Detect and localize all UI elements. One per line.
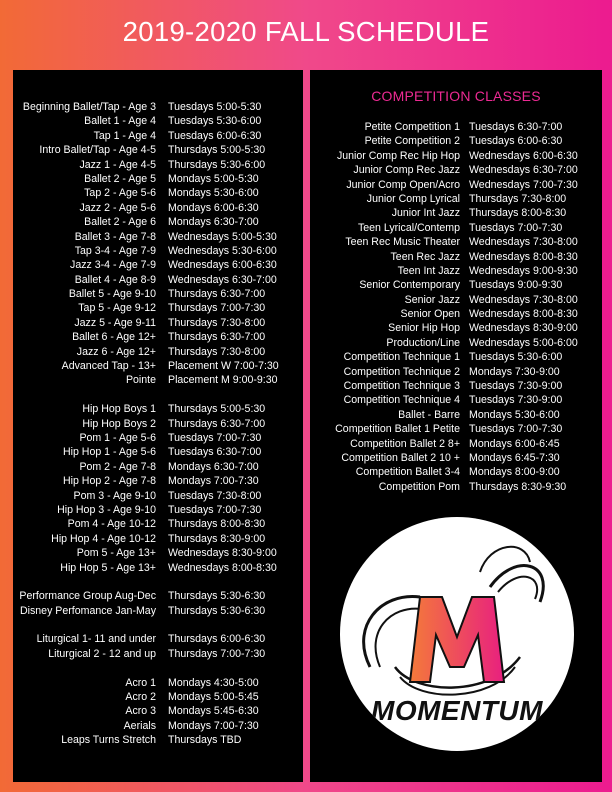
- momentum-logo: [340, 517, 574, 751]
- class-name: Hip Hop 1 - Age 5-6: [62, 446, 156, 459]
- class-name: Jazz 6 - Age 12+: [76, 345, 156, 358]
- schedule-row: [13, 474, 303, 488]
- class-name: Competition Ballet 2 8+: [350, 437, 460, 450]
- class-name: Junior Comp Rec Hip Hop: [336, 149, 460, 162]
- schedule-row: [310, 465, 602, 479]
- class-name: Acro 2: [125, 691, 156, 704]
- schedule-row: [13, 273, 303, 287]
- class-time: Tuesdays 7:30-8:00: [168, 489, 262, 502]
- class-name: Ballet 2 - Age 6: [84, 216, 156, 229]
- schedule-row: [13, 301, 303, 315]
- class-time: Thursdays 5:30-6:30: [168, 590, 266, 603]
- class-time: [168, 661, 303, 675]
- class-time: Thursdays 5:30-6:00: [168, 158, 266, 171]
- schedule-row: [310, 178, 602, 192]
- class-name: Advanced Tap - 13+: [61, 360, 156, 373]
- schedule-row: [310, 134, 602, 148]
- schedule-row: [310, 293, 602, 307]
- schedule-row: [13, 402, 303, 416]
- class-time: Tuesdays 6:30-7:00: [168, 446, 262, 459]
- class-name: [13, 618, 168, 632]
- class-time: Thursdays 6:30-7:00: [168, 288, 266, 301]
- class-time: Thursdays 5:00-5:30: [168, 403, 266, 416]
- class-name: Liturgical 2 - 12 and up: [48, 647, 156, 660]
- schedule-row: [13, 373, 303, 387]
- class-name: Pointe: [125, 374, 156, 387]
- schedule-row: [13, 431, 303, 445]
- class-time: Thursdays 7:30-8:00: [168, 345, 266, 358]
- class-name: Pom 1 - Age 5-6: [79, 431, 156, 444]
- class-time: Wednesdays 6:00-6:30: [469, 149, 578, 162]
- class-time: Mondays 7:30-9:00: [469, 365, 560, 378]
- schedule-row: [13, 345, 303, 359]
- schedule-row: [13, 460, 303, 474]
- class-time: Tuesdays 6:00-6:30: [168, 129, 262, 142]
- class-name: Junior Int Jazz: [391, 207, 460, 220]
- class-name: Leaps Turns Stretch: [61, 734, 156, 747]
- schedule-row: [13, 287, 303, 301]
- class-name: Ballet 5 - Age 9-10: [68, 288, 156, 301]
- class-name: Petite Competition 1: [364, 121, 460, 133]
- class-time: Thursdays 8:00-8:30: [168, 518, 266, 531]
- competition-schedule-list: [310, 120, 602, 494]
- schedule-row: [310, 422, 602, 436]
- schedule-row: [310, 336, 602, 350]
- class-time: Thursdays 7:30-8:00: [469, 192, 567, 205]
- class-time: Tuesdays 5:00-5:30: [168, 101, 262, 113]
- class-time: Thursdays TBD: [168, 734, 242, 747]
- class-time: Thursdays 8:30-9:30: [469, 480, 567, 493]
- class-time: [168, 388, 303, 402]
- schedule-row: [310, 408, 602, 422]
- class-time: Placement W 7:00-7:30: [168, 360, 279, 373]
- class-name: Teen Rec Music Theater: [345, 236, 460, 249]
- class-time: Mondays 5:45-6:30: [168, 705, 259, 718]
- class-time: Wednesdays 8:00-8:30: [469, 250, 578, 263]
- schedule-row: [13, 719, 303, 733]
- class-name: [13, 661, 168, 675]
- class-time: Wednesdays 8:30-9:00: [168, 547, 277, 560]
- schedule-row: [310, 235, 602, 249]
- schedule-row: [13, 445, 303, 459]
- class-name: Jazz 5 - Age 9-11: [74, 316, 156, 329]
- class-name: Aerials: [123, 719, 156, 732]
- schedule-row: [13, 230, 303, 244]
- class-name: Jazz 3-4 - Age 7-9: [70, 259, 156, 272]
- class-time: Mondays 6:30-7:00: [168, 216, 259, 229]
- schedule-row: [310, 192, 602, 206]
- schedule-row: [310, 206, 602, 220]
- schedule-row: [13, 561, 303, 575]
- schedule-row: [13, 517, 303, 531]
- schedule-row: [13, 143, 303, 157]
- class-time: Wednesdays 6:30-7:00: [168, 273, 277, 286]
- class-name: Beginning Ballet/Tap - Age 3: [22, 101, 156, 113]
- class-name: Intro Ballet/Tap - Age 4-5: [39, 144, 156, 157]
- schedule-row: [13, 733, 303, 747]
- class-time: Tuesdays 6:30-7:00: [469, 121, 563, 133]
- schedule-row: [13, 244, 303, 258]
- schedule-row: [13, 618, 303, 632]
- class-name: Competition Technique 4: [343, 394, 460, 407]
- class-name: Ballet 3 - Age 7-8: [74, 230, 156, 243]
- class-name: Jazz 1 - Age 4-5: [79, 158, 156, 171]
- schedule-row: [13, 503, 303, 517]
- class-name: Performance Group Aug-Dec: [19, 590, 156, 603]
- class-name: Hip Hop Boys 1: [82, 403, 156, 416]
- schedule-row: [13, 676, 303, 690]
- class-name: Ballet - Barre: [398, 408, 460, 421]
- schedule-row: [13, 546, 303, 560]
- class-time: Thursdays 5:30-6:30: [168, 604, 266, 617]
- schedule-row: [13, 647, 303, 661]
- schedule-row: [13, 158, 303, 172]
- schedule-row: [13, 417, 303, 431]
- class-time: Thursdays 5:00-5:30: [168, 144, 266, 157]
- class-name: Competition Ballet 2 10 +: [341, 451, 460, 464]
- class-time: Thursdays 8:30-9:00: [168, 532, 266, 545]
- class-time: Wednesdays 8:30-9:00: [469, 322, 578, 335]
- schedule-row: [310, 393, 602, 407]
- schedule-row: [13, 532, 303, 546]
- schedule-row: [310, 250, 602, 264]
- competition-heading: COMPETITION CLASSES: [371, 88, 541, 104]
- class-name: Tap 3-4 - Age 7-9: [74, 244, 156, 257]
- schedule-row: [310, 278, 602, 292]
- class-name: Hip Hop Boys 2: [82, 417, 156, 430]
- class-time: Wednesdays 6:30-7:00: [469, 164, 578, 177]
- class-name: Junior Comp Rec Jazz: [353, 164, 460, 177]
- class-name: Tap 2 - Age 5-6: [84, 187, 156, 200]
- class-time: Thursdays 7:30-8:00: [168, 316, 266, 329]
- schedule-row: [13, 330, 303, 344]
- class-time: Mondays 7:00-7:30: [168, 475, 259, 488]
- class-name: Pom 5 - Age 13+: [76, 547, 156, 560]
- class-time: Wednesdays 8:00-8:30: [168, 561, 277, 574]
- class-time: Mondays 8:00-9:00: [469, 466, 560, 479]
- schedule-row: [13, 129, 303, 143]
- class-time: Tuesdays 7:00-7:30: [469, 221, 563, 234]
- class-time: Mondays 6:45-7:30: [469, 451, 560, 464]
- schedule-row: [13, 186, 303, 200]
- class-schedule-list: [13, 100, 303, 748]
- schedule-row: [13, 258, 303, 272]
- class-name: Hip Hop 5 - Age 13+: [60, 561, 156, 574]
- class-time: Tuesdays 5:30-6:00: [469, 351, 563, 364]
- schedule-row: [310, 379, 602, 393]
- class-name: Competition Ballet 1 Petite: [335, 423, 460, 436]
- schedule-row: [13, 114, 303, 128]
- class-name: Ballet 6 - Age 12+: [72, 331, 156, 344]
- class-name: Pom 4 - Age 10-12: [67, 518, 156, 531]
- class-name: Pom 2 - Age 7-8: [79, 460, 156, 473]
- class-time: Tuesdays 7:30-9:00: [469, 394, 563, 407]
- schedule-row: [310, 149, 602, 163]
- class-time: Placement M 9:00-9:30: [168, 374, 278, 387]
- class-time: Wednesdays 9:00-9:30: [469, 264, 578, 277]
- class-time: Wednesdays 7:30-8:00: [469, 236, 578, 249]
- schedule-row: [13, 359, 303, 373]
- schedule-row: [310, 307, 602, 321]
- class-time: Tuesdays 5:30-6:00: [168, 115, 262, 128]
- schedule-row: [13, 589, 303, 603]
- class-time: Tuesdays 7:30-9:00: [469, 380, 563, 393]
- schedule-panel-left: [13, 70, 303, 782]
- class-time: Wednesdays 8:00-8:30: [469, 308, 578, 321]
- class-name: Ballet 1 - Age 4: [84, 115, 156, 128]
- schedule-row: [13, 690, 303, 704]
- schedule-row: [310, 163, 602, 177]
- class-name: Junior Comp Lyrical: [366, 192, 460, 205]
- schedule-row: [13, 215, 303, 229]
- class-time: Mondays 6:00-6:30: [168, 201, 259, 214]
- schedule-row: [310, 437, 602, 451]
- class-name: Competition Technique 1: [343, 351, 460, 364]
- class-name: Disney Perfomance Jan-May: [19, 604, 156, 617]
- class-name: Senior Hip Hop: [388, 322, 460, 335]
- class-time: Tuesdays 7:00-7:30: [168, 503, 262, 516]
- class-name: [13, 388, 168, 402]
- class-name: Competition Technique 2: [343, 365, 460, 378]
- class-time: Thursdays 6:30-7:00: [168, 417, 266, 430]
- schedule-row: [310, 350, 602, 364]
- schedule-row: [310, 480, 602, 494]
- class-time: Wednesdays 5:00-6:00: [469, 336, 578, 349]
- schedule-row: [310, 264, 602, 278]
- class-name: Senior Open: [400, 308, 460, 321]
- class-name: Hip Hop 3 - Age 9-10: [57, 503, 156, 516]
- class-name: Tap 5 - Age 9-12: [78, 302, 156, 315]
- schedule-row: [310, 120, 602, 134]
- class-name: Liturgical 1- 11 and under: [36, 633, 156, 646]
- schedule-row: [13, 172, 303, 186]
- class-time: Tuesdays 7:00-7:30: [168, 431, 262, 444]
- class-time: Wednesdays 6:00-6:30: [168, 259, 277, 272]
- class-time: Mondays 7:00-7:30: [168, 719, 259, 732]
- class-name: Acro 1: [125, 676, 156, 689]
- class-time: Thursdays 7:00-7:30: [168, 647, 266, 660]
- class-name: Senior Jazz: [404, 293, 460, 306]
- class-time: Wednesdays 5:00-5:30: [168, 230, 277, 243]
- class-time: Mondays 5:30-6:00: [469, 408, 560, 421]
- class-time: Mondays 5:00-5:30: [168, 172, 259, 185]
- class-name: Ballet 2 - Age 5: [84, 172, 156, 185]
- logo-wordmark: MOMENTUM: [371, 695, 543, 726]
- class-name: Acro 3: [125, 705, 156, 718]
- class-name: Hip Hop 4 - Age 10-12: [51, 532, 156, 545]
- class-time: Tuesdays 7:00-7:30: [469, 423, 563, 436]
- class-time: Tuesdays 6:00-6:30: [469, 135, 563, 148]
- schedule-row: [310, 451, 602, 465]
- class-name: Pom 3 - Age 9-10: [73, 489, 156, 502]
- schedule-row: [13, 201, 303, 215]
- class-name: Competition Pom: [378, 480, 460, 493]
- class-name: Competition Ballet 3-4: [355, 466, 460, 479]
- class-time: Mondays 6:30-7:00: [168, 460, 259, 473]
- class-time: Mondays 6:00-6:45: [469, 437, 560, 450]
- class-name: Hip Hop 2 - Age 7-8: [62, 475, 156, 488]
- class-time: Wednesdays 7:00-7:30: [469, 178, 578, 191]
- class-name: Senior Contemporary: [359, 279, 460, 292]
- schedule-row: [310, 321, 602, 335]
- class-time: Thursdays 7:00-7:30: [168, 302, 266, 315]
- class-time: Mondays 4:30-5:00: [168, 676, 259, 689]
- schedule-row: [13, 388, 303, 402]
- schedule-row: [13, 604, 303, 618]
- class-name: Competition Technique 3: [343, 380, 460, 393]
- schedule-row: [13, 489, 303, 503]
- class-time: [168, 575, 303, 589]
- class-name: Junior Comp Open/Acro: [346, 178, 460, 191]
- schedule-row: [13, 661, 303, 675]
- class-time: Tuesdays 9:00-9:30: [469, 279, 563, 292]
- class-time: Thursdays 8:00-8:30: [469, 207, 567, 220]
- schedule-row: [13, 632, 303, 646]
- schedule-row: [310, 365, 602, 379]
- schedule-row: [13, 704, 303, 718]
- page-title: 2019-2020 FALL SCHEDULE: [122, 16, 490, 47]
- schedule-row: [13, 316, 303, 330]
- class-name: Ballet 4 - Age 8-9: [74, 273, 156, 286]
- class-name: Teen Rec Jazz: [390, 250, 460, 263]
- class-name: Tap 1 - Age 4: [93, 129, 156, 142]
- schedule-row: [13, 575, 303, 589]
- class-time: Wednesdays 7:30-8:00: [469, 293, 578, 306]
- class-time: Mondays 5:30-6:00: [168, 187, 259, 200]
- schedule-row: [310, 221, 602, 235]
- class-time: Mondays 5:00-5:45: [168, 691, 259, 704]
- class-time: Thursdays 6:30-7:00: [168, 331, 266, 344]
- class-name: Teen Int Jazz: [397, 264, 460, 277]
- class-name: Petite Competition 2: [364, 135, 460, 148]
- class-name: [13, 575, 168, 589]
- class-time: Wednesdays 5:30-6:00: [168, 244, 277, 257]
- class-time: [168, 618, 303, 632]
- class-name: Production/Line: [386, 336, 460, 349]
- class-time: Thursdays 6:00-6:30: [168, 633, 266, 646]
- class-name: Jazz 2 - Age 5-6: [79, 201, 156, 214]
- class-name: Teen Lyrical/Contemp: [357, 221, 460, 234]
- schedule-row: [13, 100, 303, 114]
